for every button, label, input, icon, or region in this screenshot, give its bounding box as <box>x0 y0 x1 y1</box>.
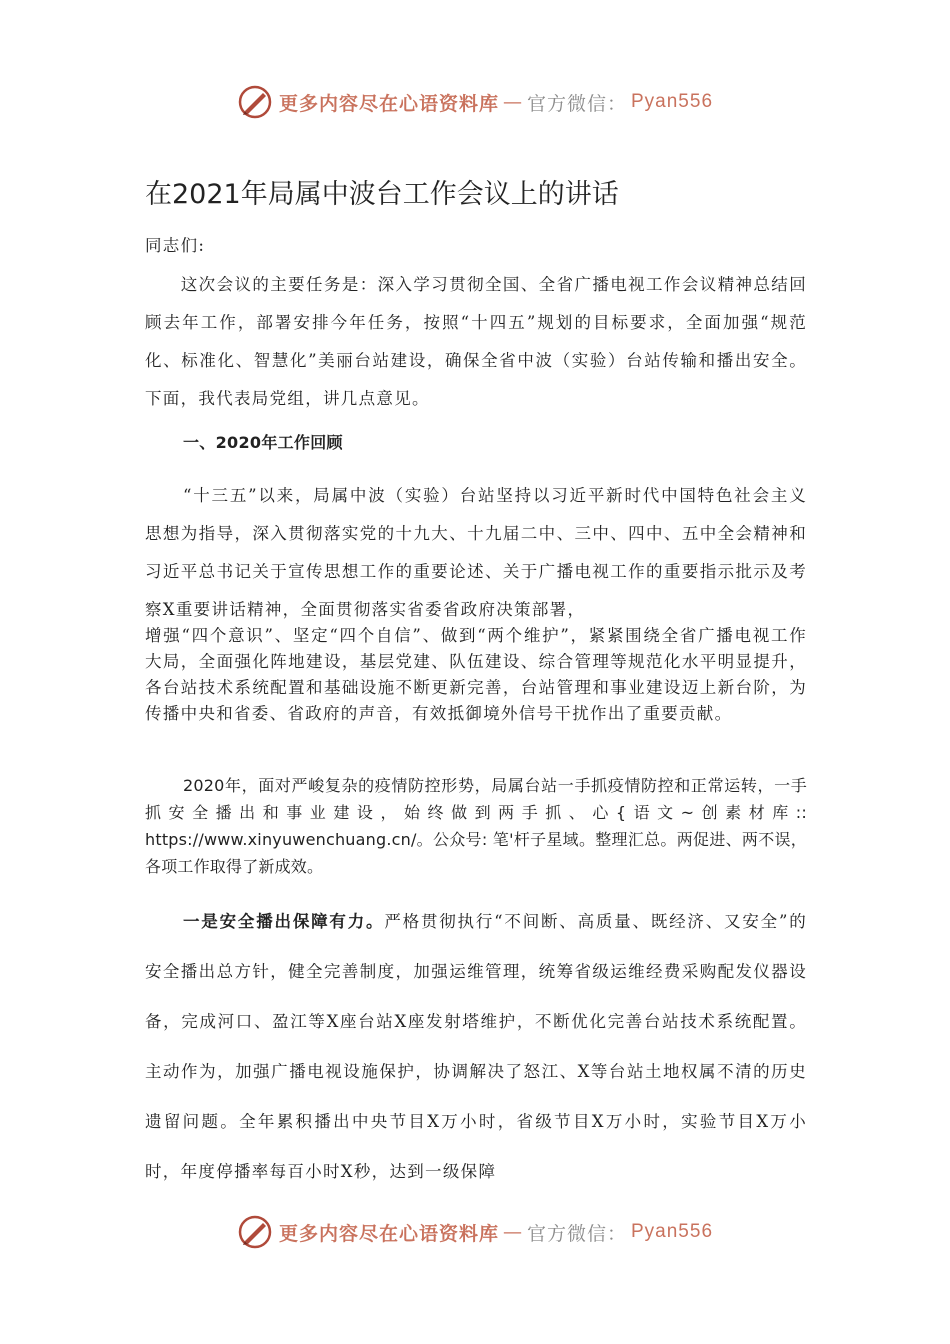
pen-logo-icon <box>237 84 273 120</box>
banner-dash: — <box>502 1221 523 1243</box>
banner-brand-text: 更多内容尽在心语资料库 <box>278 1222 499 1245</box>
intro-paragraph: 这次会议的主要任务是：深入学习贯彻全国、全省广播电视工作会议精神总结回顾去年工作，部署安排今年任务，按照“十四五”规划的目标要求，全面加强“规范化、标准化、智慧化”美丽台站建设，确保全省中波（实验）台站传输和播出安全。下面，我代表局党组，讲几点意见。 <box>145 275 807 408</box>
safety-broadcast-body: 严格贯彻执行“不间断、高质量、既经济、又安全”的安全播出总方针，健全完善制度，加强运维管理，统筹省级运维经费采购配发仪器设备，完成河口、盈江等X座台站X座发射塔维护，不断优化完善台站技术系统配置。主动作为，加强广播电视设施保护，协调解决了怒江、X等台站土地权属不清的历史遗留问题。全年累积播出中央节目X万小时，省级节目X万小时，实验节目X万小时，年度停播率每百小时X秒，达到一级保障 <box>145 912 807 1181</box>
banner-wechat-id: Pyan556 <box>631 1221 714 1242</box>
review-paragraph-part1: “十三五”以来，局属中波（实验）台站坚持以习近平新时代中国特色社会主义思想为指导，深入贯彻落实党的十九大、十九届二中、三中、四中、五中全会精神和习近平总书记关于宣传思想工作的重要论述、关于广播电视工作的重要指示批示及考察X重要讲话精神，全面贯彻落实省委省政府决策部署， <box>145 486 807 619</box>
greeting: 同志们: <box>145 236 206 255</box>
review-paragraph-part2: 增强“四个意识”、坚定“四个自信”、做到“两个维护”，紧紧围绕全省广播电视工作大局，全面强化阵地建设，基层党建、队伍建设、综合管理等规范化水平明显提升，各台站技术系统配置和基础设施不断更新完善，台站管理和事业建设迈上新台阶，为传播中央和省委、省政府的声音，有效抵御境外信号干扰作出了重要贡献。 <box>145 626 807 723</box>
document-title: 在2021年局属中波台工作会议上的讲话 <box>145 179 619 210</box>
banner-dash: — <box>502 91 523 113</box>
banner-official-label: 官方微信： <box>526 92 627 115</box>
pen-logo-icon <box>237 1214 273 1250</box>
top-watermark-banner <box>0 82 950 122</box>
safety-broadcast-paragraph <box>145 897 807 1197</box>
bottom-watermark-banner <box>0 1212 950 1252</box>
section-heading-1: 一、2020年工作回顾 <box>183 433 343 452</box>
safety-broadcast-lead: 一是安全播出保障有力。 <box>183 912 385 931</box>
banner-wechat-id: Pyan556 <box>631 91 714 112</box>
year-2020-paragraph: 2020年，面对严峻复杂的疫情防控形势，局属台站一手抓疫情防控和正常运转，一手抓安全播出和事业建设，始终做到两手抓、心{语文~创素材库:: https://www.xinyuwenchuang.cn/。公众号: 笔'杆子星域。整理汇总。两促进、两不误，各项工作取得了新成效。 <box>145 776 807 876</box>
banner-brand-text: 更多内容尽在心语资料库 <box>278 92 499 115</box>
banner-official-label: 官方微信： <box>526 1222 627 1245</box>
